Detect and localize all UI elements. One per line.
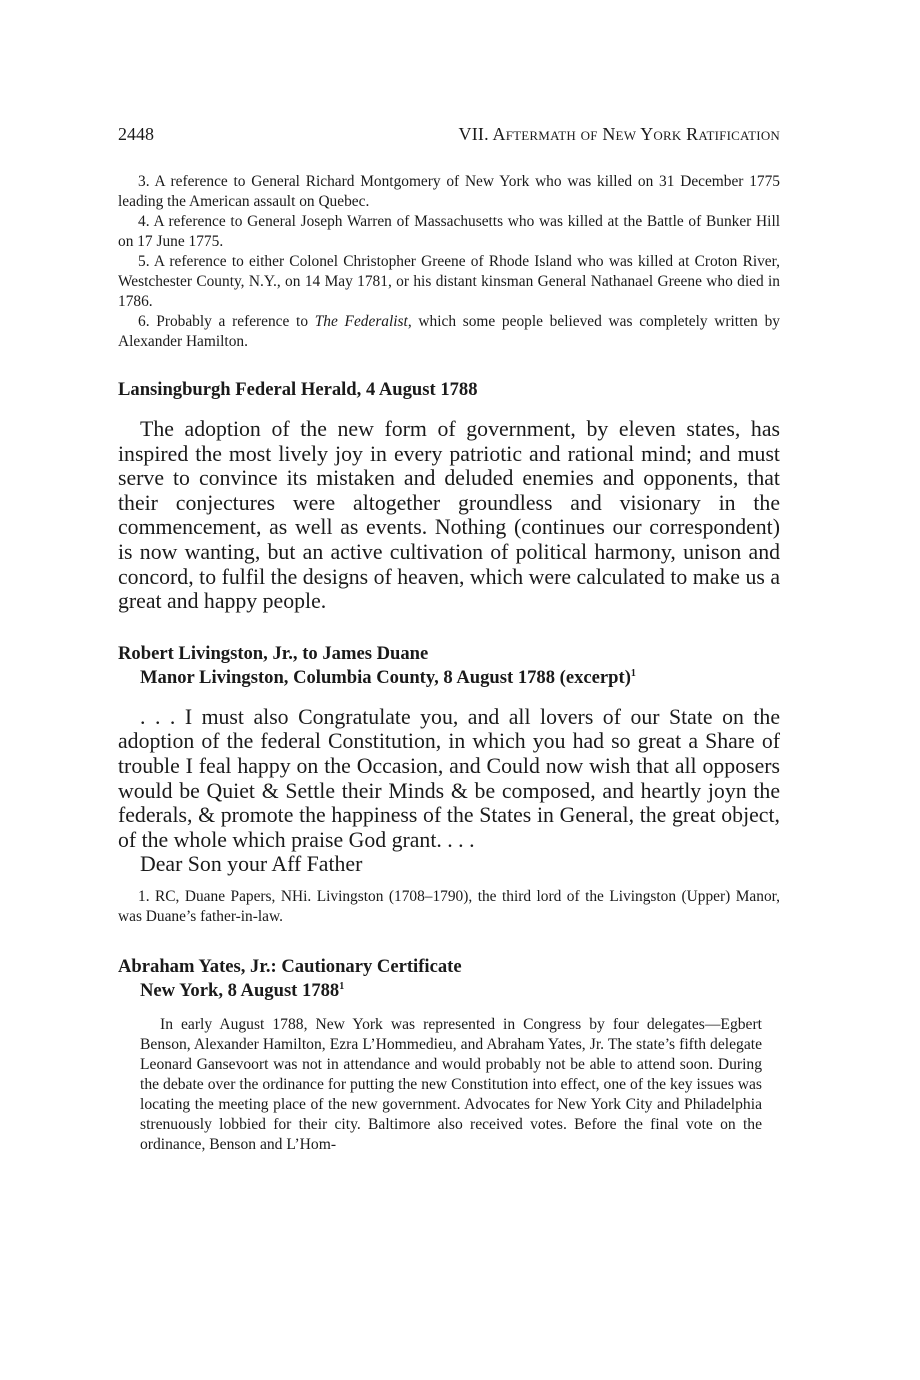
yates-intro: In early August 1788, New York was represented in Congress by four delegates—Egbert Benson, Alexander Hamilton, Ezra L’Hommedieu, and Abraham Yates, Jr. The state’s fifth delegate Leonard Gansevoort was not in attendance and would probably not be able to attend soon. During the debate over the ordinance for putting the new Constitution into effect, one of the key issues was locating the meeting place of the new government. Advocates for New York City and Philadelphia strenuously lobbied for their city. Baltimore also received votes. Before the final vote on the ordinance, Benson and L’Hom- bbox=[140, 1015, 762, 1153]
running-title: VII. Aftermath of New York Ratification bbox=[458, 124, 780, 144]
section-heading-yates bbox=[118, 955, 780, 1003]
footnote-6: 6. Probably a reference to The Federalist, which some people believed was completely written by Alexander Hamilton. bbox=[118, 313, 780, 350]
footnote-3: 3. A reference to General Richard Montgomery of New York who was killed on 31 December 1775 leading the American assault on Quebec. bbox=[118, 173, 780, 210]
footnote-marker: 1 bbox=[339, 980, 345, 992]
running-head bbox=[118, 124, 780, 145]
page-number: 2448 bbox=[118, 124, 154, 144]
footnote-4: 4. A reference to General Joseph Warren of Massachusetts who was killed at the Battle of Bunker Hill on 17 June 1775. bbox=[118, 213, 780, 250]
yates-heading-line1: Abraham Yates, Jr.: Cautionary Certificate bbox=[118, 955, 462, 977]
footnote-marker: 1 bbox=[630, 667, 636, 679]
footnote-5: 5. A reference to either Colonel Christopher Greene of Rhode Island who was killed at Croton River, Westchester County, N.Y., on 14 May 1781, or his distant kinsman General Nathanael Greene who died in 1786. bbox=[118, 253, 780, 310]
livingston-heading-line2: Manor Livingston, Columbia County, 8 August 1788 (excerpt) bbox=[140, 666, 631, 688]
livingston-closing: Dear Son your Aff Father bbox=[140, 852, 363, 877]
livingston-body: . . . I must also Congratulate you, and all lovers of our State on the adoption of the federal Constitution, in which you had so great a Share of trouble I feal happy on the Occasion, and Could now wish that all opposers would be Quiet & Settle their Minds & be composed, and heartly joyn the federals, & promote the happiness of the States in General, the great object, of the whole which praise God grant. . . . bbox=[118, 704, 780, 852]
yates-heading-line2: New York, 8 August 1788 bbox=[140, 979, 340, 1001]
livingston-heading-line1: Robert Livingston, Jr., to James Duane bbox=[118, 642, 429, 664]
livingston-footnote: 1. RC, Duane Papers, NHi. Livingston (1708–1790), the third lord of the Livingston (Upper) Manor, was Duane’s father-in-law. bbox=[118, 887, 780, 925]
page-content bbox=[118, 172, 780, 1155]
footnotes-top bbox=[118, 172, 780, 352]
section-heading-livingston bbox=[118, 642, 780, 690]
footnote-6-title: The Federalist bbox=[314, 313, 408, 330]
herald-body: The adoption of the new form of government, by eleven states, has inspired the most lively joy in every patriotic and rational mind; and must serve to convince its mistaken and deluded enemies and opponents, that their conjectures were altogether groundless and visionary in the commencement, as well as events. Nothing (continues our correspondent) is now wanting, but an active cultivation of political harmony, unison and concord, to fulfil the designs of heaven, which were calculated to make us a great and happy people. bbox=[118, 417, 780, 614]
section-heading-herald: Lansingburgh Federal Herald, 4 August 1788 bbox=[118, 379, 478, 400]
